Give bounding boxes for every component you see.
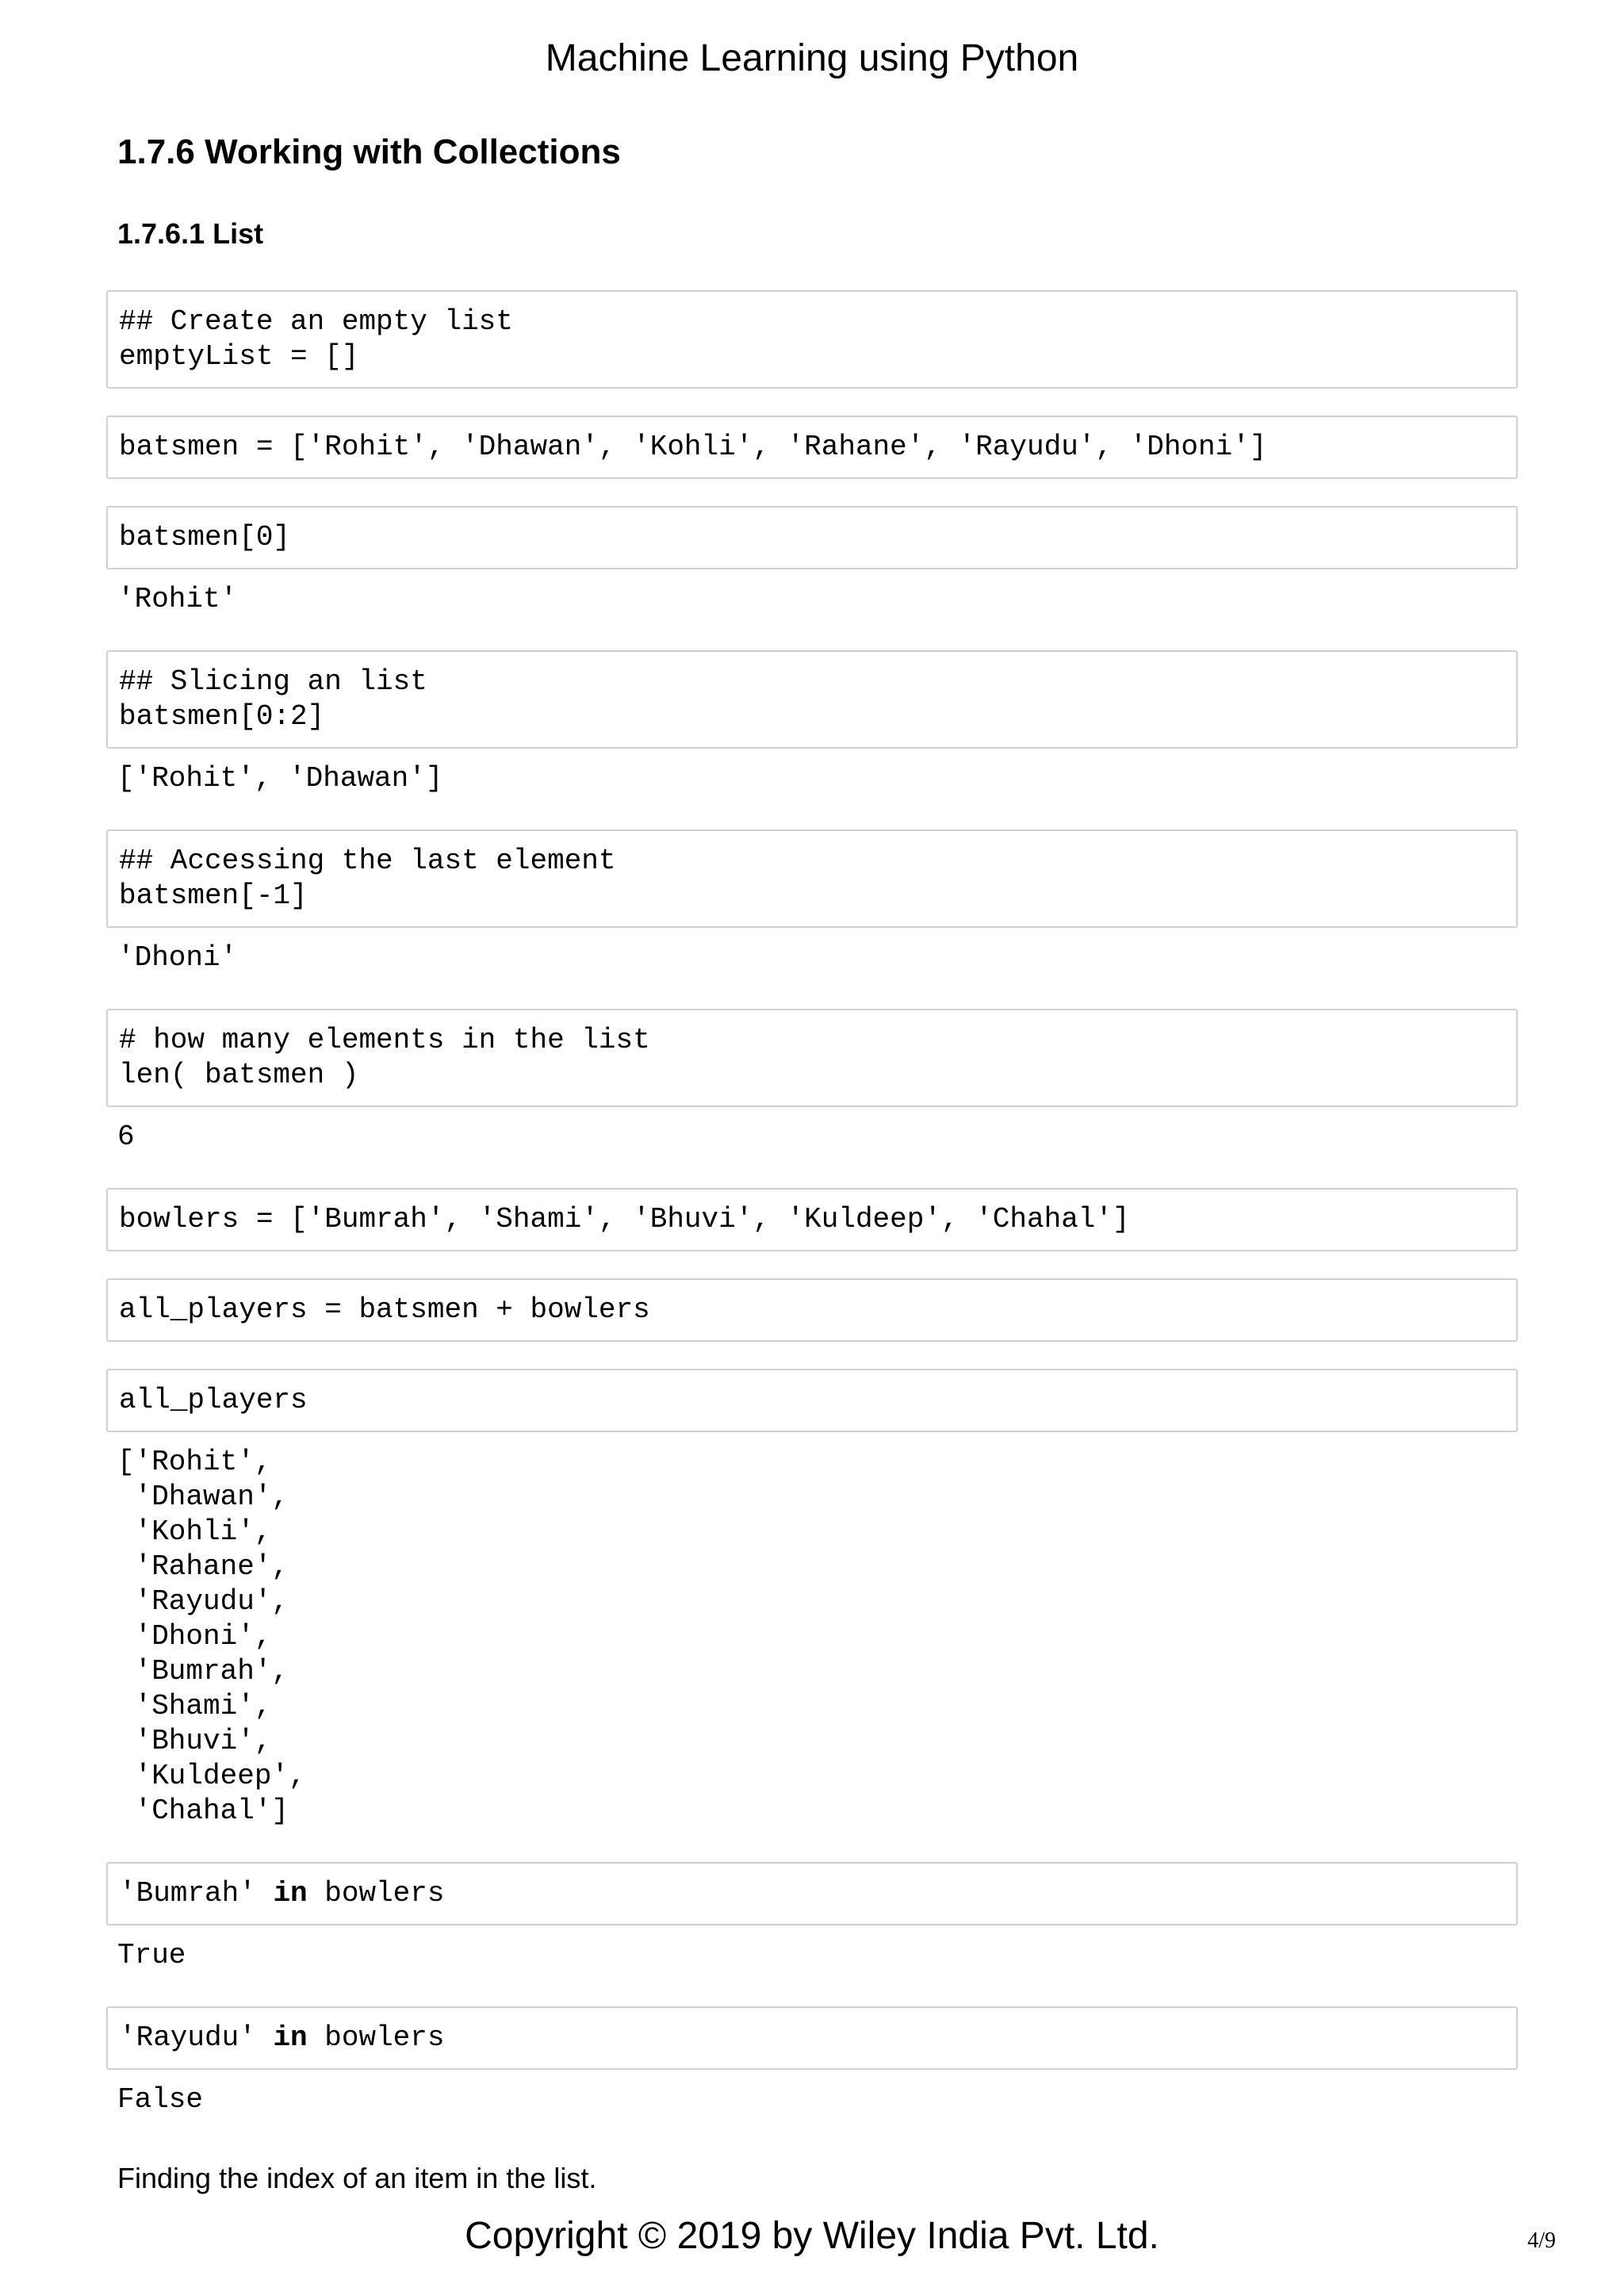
code-token: bowlers [307,2021,445,2054]
code-line: len( batsmen ) [119,1059,359,1091]
page-number: 4/9 [1527,2228,1556,2253]
output-line: 'Rayudu', [117,1585,289,1618]
code-token: bowlers [307,1877,445,1910]
code-line: batsmen = ['Rohit', 'Dhawan', 'Kohli', 'Rahane', 'Rayudu', 'Dhoni'] [119,431,1267,463]
code-line: # how many elements in the list [119,1024,650,1056]
page-header-title: Machine Learning using Python [545,37,1079,79]
notebook-content [117,127,1529,2198]
code-line: all_players = batsmen + bowlers [119,1293,650,1326]
cell-output: True [117,1939,186,1971]
cell-output: False [117,2083,204,2116]
code-line: ## Accessing the last element [119,845,616,877]
code-line: all_players [119,1384,308,1416]
code-token: 'Rayudu' [119,2021,274,2054]
code-line: bowlers = ['Bumrah', 'Shami', 'Bhuvi', 'Kuldeep', 'Chahal'] [119,1203,1130,1236]
code-line [119,2021,1505,2056]
output-line: 'Bhuvi', [117,1725,272,1757]
code-line: batsmen[0:2] [119,700,325,733]
code-line: ## Slicing an list [119,665,427,698]
output-line: 'Kohli', [117,1515,272,1548]
output-line: ['Rohit', [117,1446,272,1478]
code-cell-batsmen-list[interactable] [106,416,1518,479]
output-line: 'Chahal'] [117,1795,289,1827]
code-cell-create-empty-list[interactable] [106,290,1518,389]
code-cell-list-length[interactable] [106,1009,1518,1107]
code-cell-bowlers-list[interactable] [106,1188,1518,1251]
subsection-heading: 1.7.6.1 List [117,217,264,250]
code-cell-last-element[interactable] [106,829,1518,928]
cell-output: 6 [117,1121,135,1153]
footer-copyright: Copyright © 2019 by Wiley India Pvt. Ltd. [465,2215,1159,2257]
code-cell-all-players-concat[interactable] [106,1278,1518,1342]
cell-output-list [117,1445,1529,1829]
code-line: emptyList = [] [119,340,359,373]
code-cell-all-players[interactable] [106,1369,1518,1432]
prose-text: Finding the index of an item in the list. [117,2162,597,2194]
code-line: ## Create an empty list [119,305,513,338]
output-line: 'Kuldeep', [117,1760,306,1792]
cell-output: 'Rohit' [117,583,238,615]
cell-output: ['Rohit', 'Dhawan'] [117,762,443,795]
output-line: 'Bumrah', [117,1655,289,1688]
code-token: 'Bumrah' [119,1877,274,1910]
code-line: batsmen[-1] [119,879,308,912]
keyword-token: in [273,2021,308,2054]
code-cell-rayudu-in-bowlers[interactable] [106,2006,1518,2070]
output-line: 'Rahane', [117,1550,289,1583]
code-cell-bumrah-in-bowlers[interactable] [106,1862,1518,1925]
keyword-token: in [273,1877,308,1910]
code-line: batsmen[0] [119,521,291,554]
code-cell-slicing[interactable] [106,650,1518,749]
output-line: 'Dhawan', [117,1481,289,1513]
output-line: 'Shami', [117,1690,272,1722]
cell-output: 'Dhoni' [117,941,238,974]
code-line [119,1876,1505,1911]
code-cell-batsmen-index[interactable] [106,506,1518,569]
section-heading: 1.7.6 Working with Collections [117,132,621,171]
output-line: 'Dhoni', [117,1620,272,1653]
